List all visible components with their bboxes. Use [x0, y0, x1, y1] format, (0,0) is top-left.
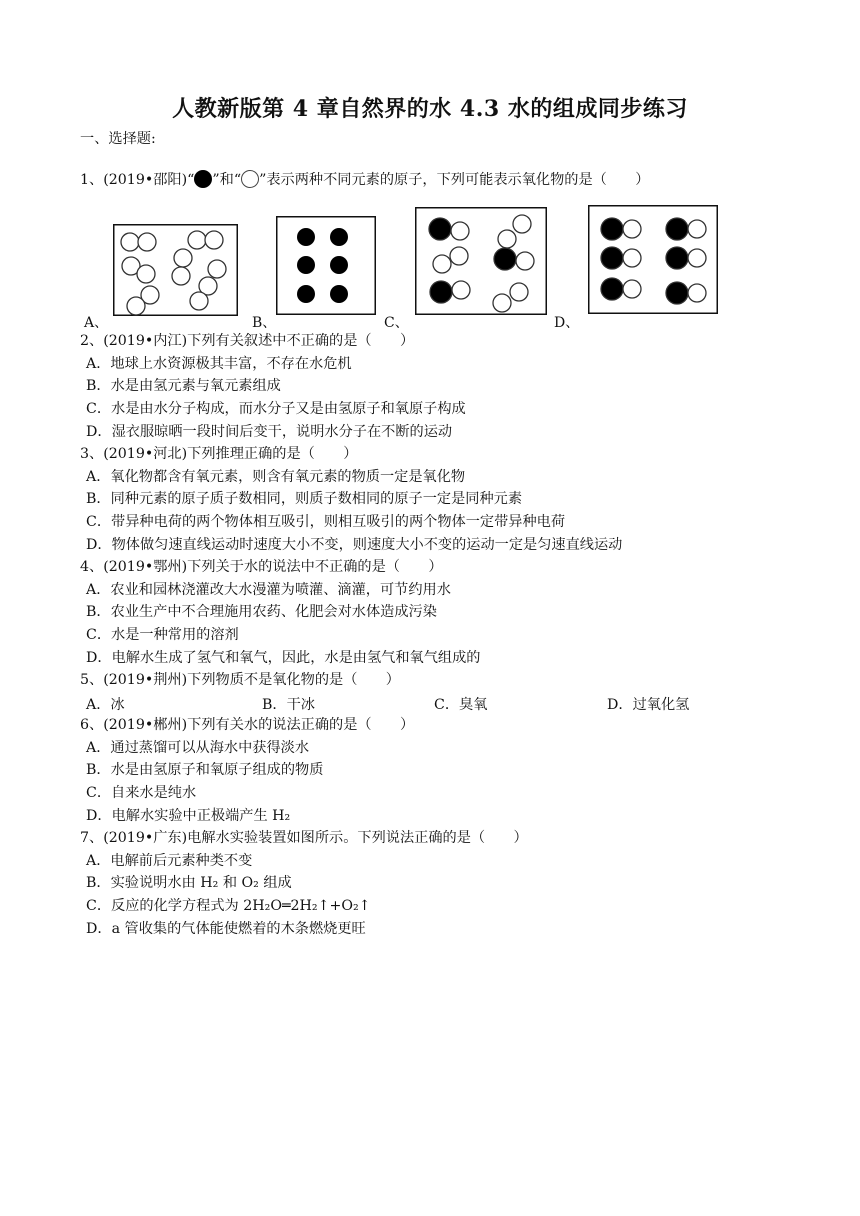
q4-option-d: D．电解水生成了氢气和氧气，因此，水是由氢气和氧气组成的 — [86, 650, 481, 666]
q3-option-d: D．物体做匀速直线运动时速度大小不变，则速度大小不变的运动一定是匀速直线运动 — [86, 537, 623, 553]
q1-suffix: ”表示两种不同元素的原子，下列可能表示氧化物的是（ ） — [259, 172, 650, 188]
white-atom-icon — [241, 170, 259, 188]
option-c-label: C、 — [384, 315, 409, 331]
question-3-stem: 3、(2019•河北)下列推理正确的是（ ） — [80, 446, 358, 462]
question-6-stem: 6、(2019•郴州)下列有关水的说法正确的是（ ） — [80, 717, 415, 733]
q3-option-a: A．氧化物都含有氧元素，则含有氧元素的物质一定是氧化物 — [86, 469, 466, 485]
q7-option-b: B．实验说明水由 H₂ 和 O₂ 组成 — [86, 875, 292, 891]
q2-option-d: D．湿衣服晾晒一段时间后变干，说明水分子在不断的运动 — [86, 424, 453, 440]
option-a-label: A、 — [84, 315, 109, 331]
question-2-stem: 2、(2019•内江)下列有关叙述中不正确的是（ ） — [80, 333, 415, 349]
question-1-stem — [80, 170, 649, 189]
q2-option-a: A．地球上水资源极其丰富，不存在水危机 — [86, 356, 352, 372]
q4-option-c: C．水是一种常用的溶剂 — [86, 627, 239, 643]
q6-option-d: D．电解水实验中正极端产生 H₂ — [86, 808, 291, 824]
q2-option-c: C．水是由水分子构成，而水分子又是由氢原子和氧原子构成 — [86, 401, 466, 417]
option-b-label: B、 — [252, 315, 277, 331]
diagram-a — [113, 224, 238, 316]
q3-option-c: C．带异种电荷的两个物体相互吸引，则相互吸引的两个物体一定带异种电荷 — [86, 514, 566, 530]
question-5-stem: 5、(2019•荆州)下列物质不是氧化物的是（ ） — [80, 672, 400, 688]
section-header: 一、选择题: — [80, 131, 156, 147]
q2-option-b: B．水是由氢元素与氧元素组成 — [86, 378, 281, 394]
q6-option-a: A．通过蒸馏可以从海水中获得淡水 — [86, 740, 310, 756]
diagram-b — [276, 216, 376, 315]
q1-prefix: 1、(2019•邵阳)“ — [80, 172, 195, 188]
q3-option-b: B．同种元素的原子质子数相同，则质子数相同的原子一定是同种元素 — [86, 491, 523, 507]
q4-option-a: A．农业和园林浇灌改大水漫灌为喷灌、滴灌，可节约用水 — [86, 582, 451, 598]
option-d-label: D、 — [554, 315, 580, 331]
q5-option-a: A．冰 — [86, 697, 125, 713]
diagram-c — [415, 207, 547, 315]
q4-option-b: B．农业生产中不合理施用农药、化肥会对水体造成污染 — [86, 604, 437, 620]
page-title: 人教新版第 4 章自然界的水 4.3 水的组成同步练习 — [172, 96, 688, 122]
question-4-stem: 4、(2019•鄂州)下列关于水的说法中不正确的是（ ） — [80, 559, 443, 575]
q7-option-a: A．电解前后元素种类不变 — [86, 853, 253, 869]
q7-option-d: D．a 管收集的气体能使燃着的木条燃烧更旺 — [86, 921, 366, 937]
q5-option-c: C．臭氧 — [434, 697, 488, 713]
q5-option-b: B．干冰 — [262, 697, 315, 713]
q1-mid: ”和“ — [212, 172, 242, 188]
q6-option-c: C．自来水是纯水 — [86, 785, 197, 801]
diagram-d — [588, 205, 718, 314]
question-7-stem: 7、(2019•广东)电解水实验装置如图所示。下列说法正确的是（ ） — [80, 830, 528, 846]
q6-option-b: B．水是由氢原子和氧原子组成的物质 — [86, 762, 324, 778]
q5-option-d: D．过氧化氢 — [607, 697, 690, 713]
black-atom-icon — [194, 170, 212, 188]
q7-option-c: C．反应的化学方程式为 2H₂O═2H₂↑+O₂↑ — [86, 898, 371, 914]
